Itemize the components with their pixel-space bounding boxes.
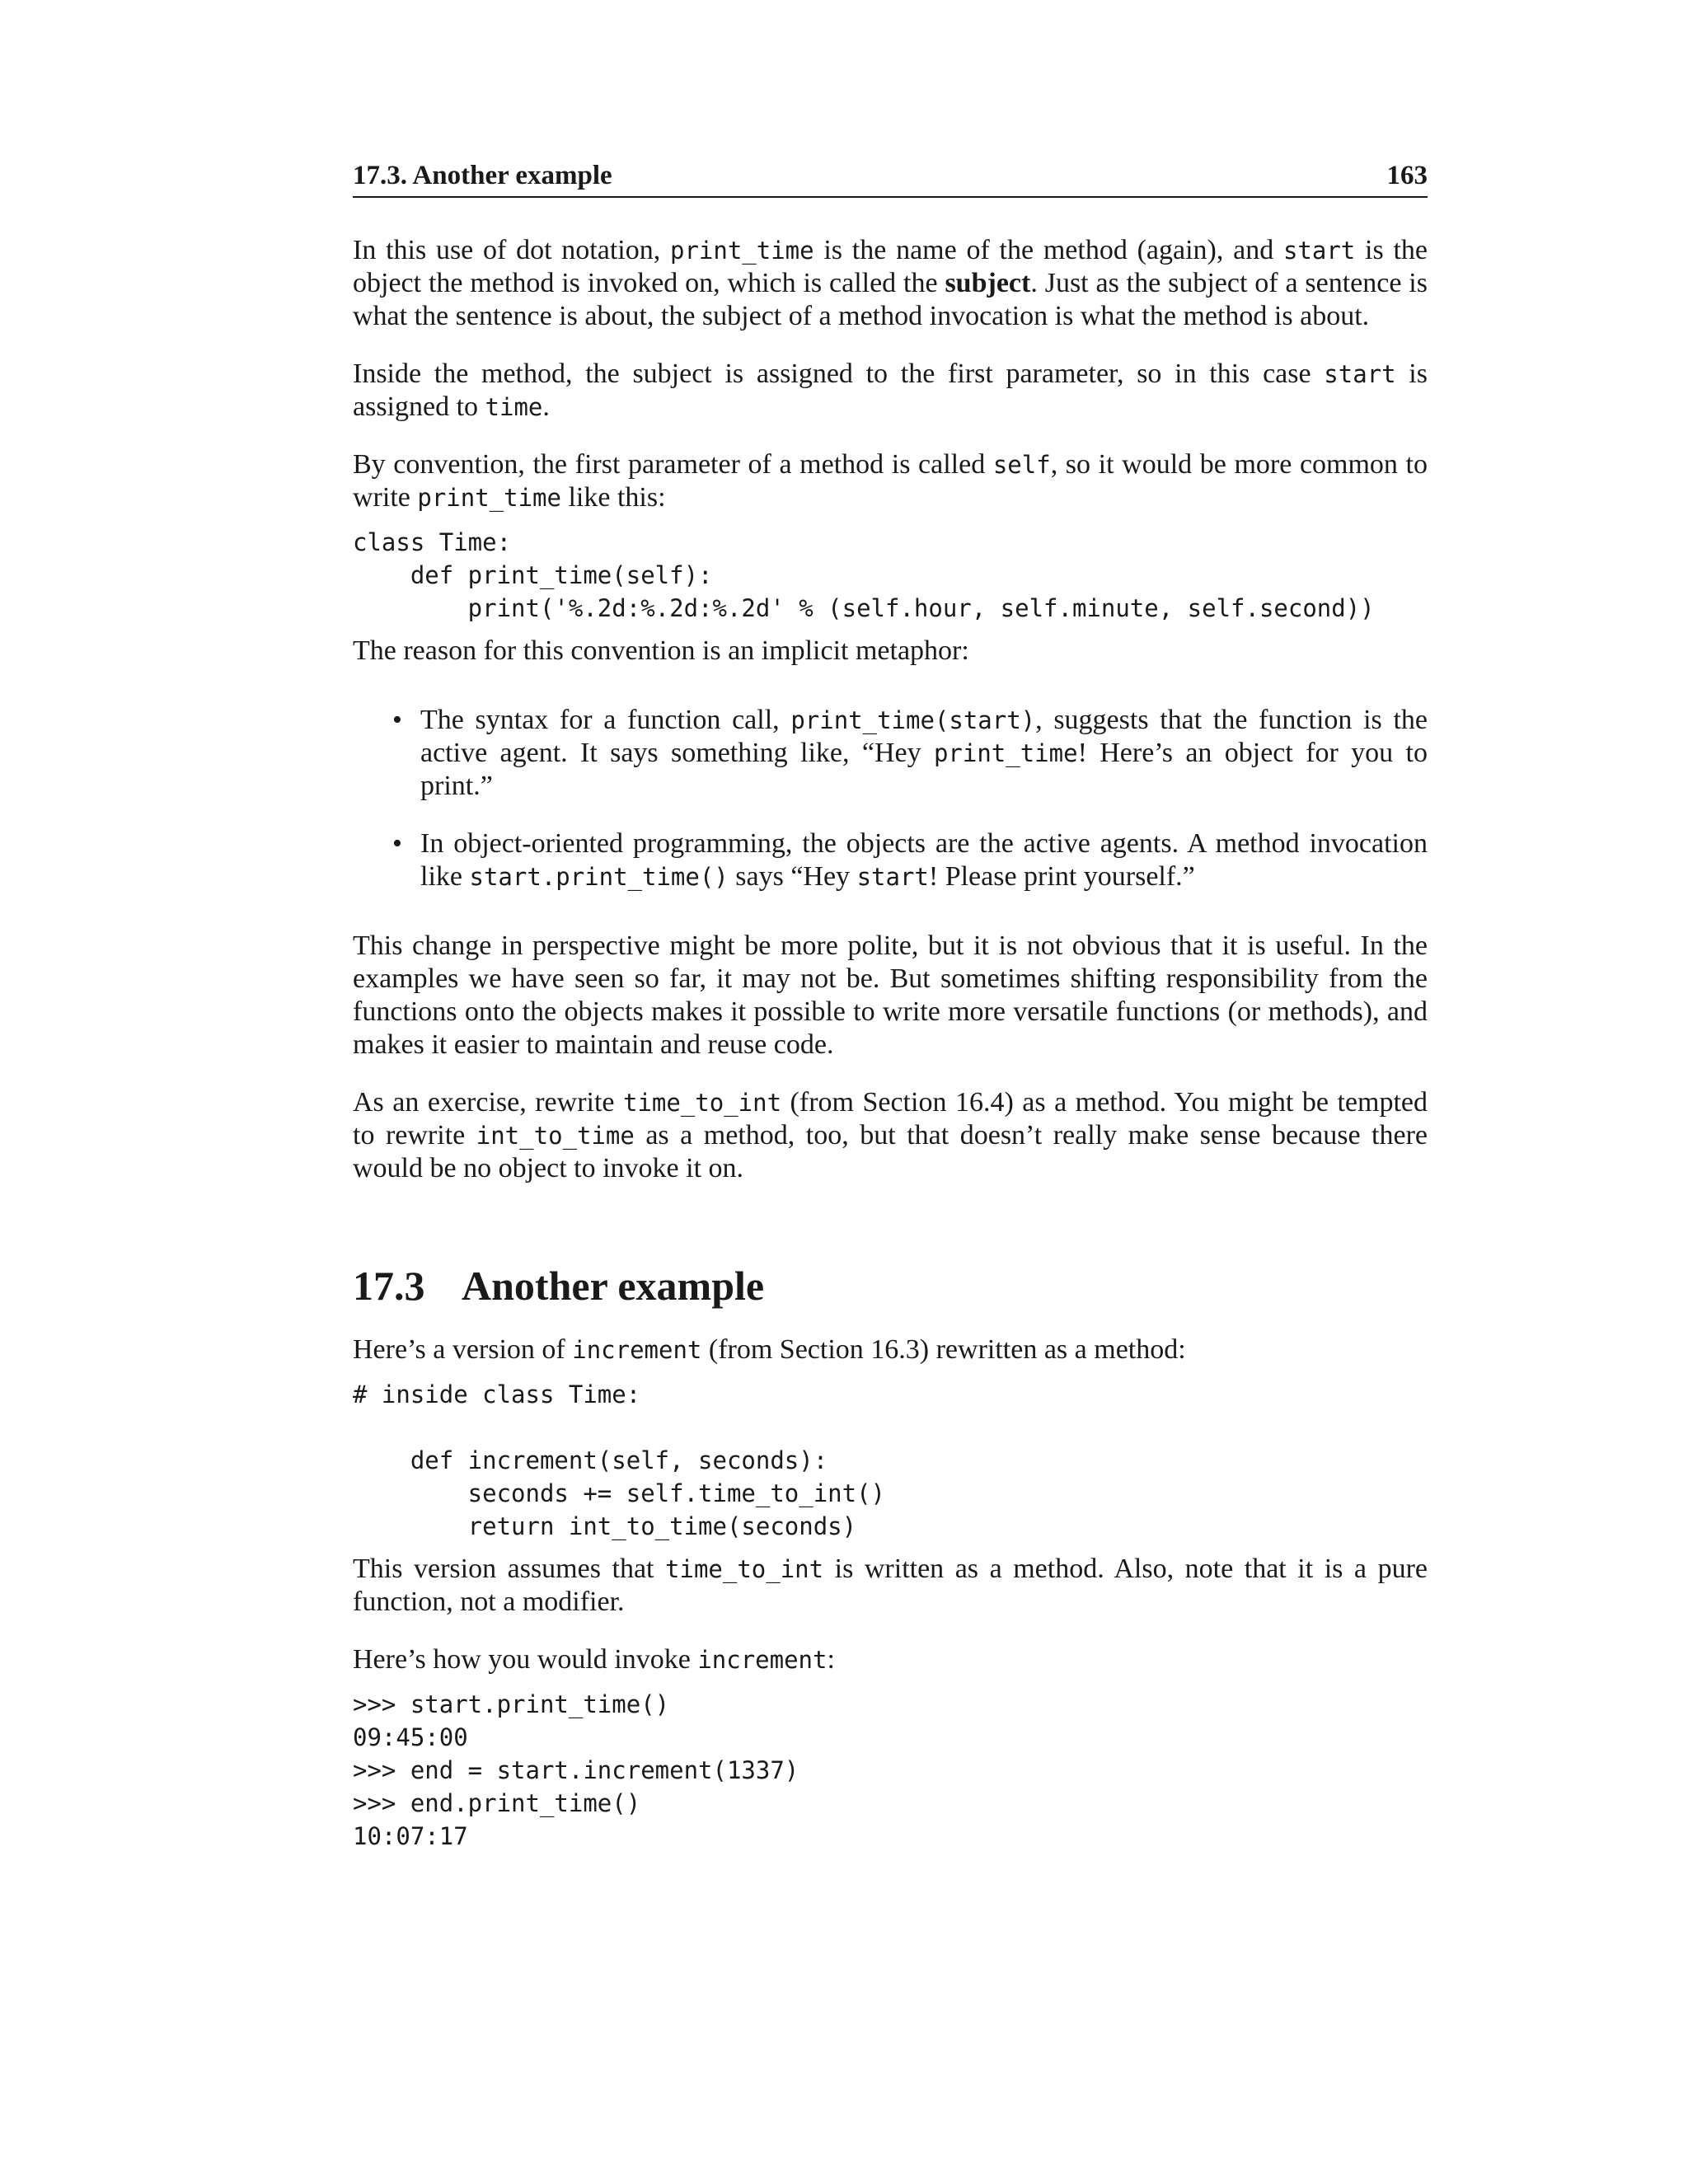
section-title: Another example: [462, 1263, 765, 1309]
code-block-session: >>> start.print_time() 09:45:00 >>> end = start.increment(1337) >>> end.print_time() 10:07:17: [353, 1690, 799, 1850]
running-header-title: 17.3. Another example: [353, 161, 612, 190]
term-subject: subject: [945, 268, 1031, 298]
paragraph-metaphor: The reason for this convention is an implicit metaphor:: [353, 635, 969, 666]
code-block-increment: # inside class Time: def increment(self, seconds): seconds += self.time_to_int() return int_to_time(seconds): [353, 1380, 886, 1540]
code-block-print-time: class Time: def print_time(self): print('%.2d:%.2d:%.2d' % (self.hour, self.minute, self.second)): [353, 528, 1375, 622]
running-header: [353, 161, 1428, 198]
paragraph-assignment: Inside the method, the subject is assigned to the first parameter, so in this case start is assigned to time.: [353, 359, 1428, 422]
page-number: 163: [1386, 161, 1428, 190]
page: [353, 161, 1428, 1853]
bullet-list: [353, 704, 1428, 893]
paragraph-exercise: As an exercise, rewrite time_to_int (from Section 16.4) as a method. You might be tempted to rewrite int_to_time as a method, too, but that doesn’t really make sense because there would be no object to invoke it on.: [353, 1087, 1428, 1183]
bullet-icon: •: [392, 828, 402, 859]
paragraph-invoke: Here’s how you would invoke increment:: [353, 1644, 835, 1675]
list-item: • The syntax for a function call, print_time(start), suggests that the function is the active agent. It says something like, “Hey print_time! Here’s an object for you to print.”: [392, 705, 1428, 801]
paragraph-increment-intro: Here’s a version of increment (from Section 16.3) rewritten as a method:: [353, 1334, 1186, 1365]
paragraph-pure-function: This version assumes that time_to_int is written as a method. Also, note that it is a pure function, not a modifier.: [353, 1554, 1428, 1617]
paragraph-convention: By convention, the first parameter of a method is called self, so it would be more common to write print_time like this:: [353, 449, 1428, 513]
section-number: 17.3: [353, 1263, 425, 1309]
list-item: • In object-oriented programming, the objects are the active agents. A method invocation like start.print_time() says “Hey start! Please print yourself.”: [392, 828, 1428, 892]
bullet-icon: •: [392, 705, 402, 735]
paragraph-perspective: This change in perspective might be more polite, but it is not obvious that it is useful. In the examples we have seen so far, it may not be. But sometimes shifting responsibility from the functions onto the objects makes it possible to write more versatile functions (or methods), and makes it easier to maintain and reuse code.: [353, 930, 1428, 1060]
section-heading: [353, 1261, 1428, 1310]
paragraph-subject: In this use of dot notation, print_time is the name of the method (again), and start is the object the method is invoked on, which is called the subject. Just as the subject of a sentence is what the sentence is about, the subject of a method invocation is what the method is about.: [353, 235, 1428, 331]
